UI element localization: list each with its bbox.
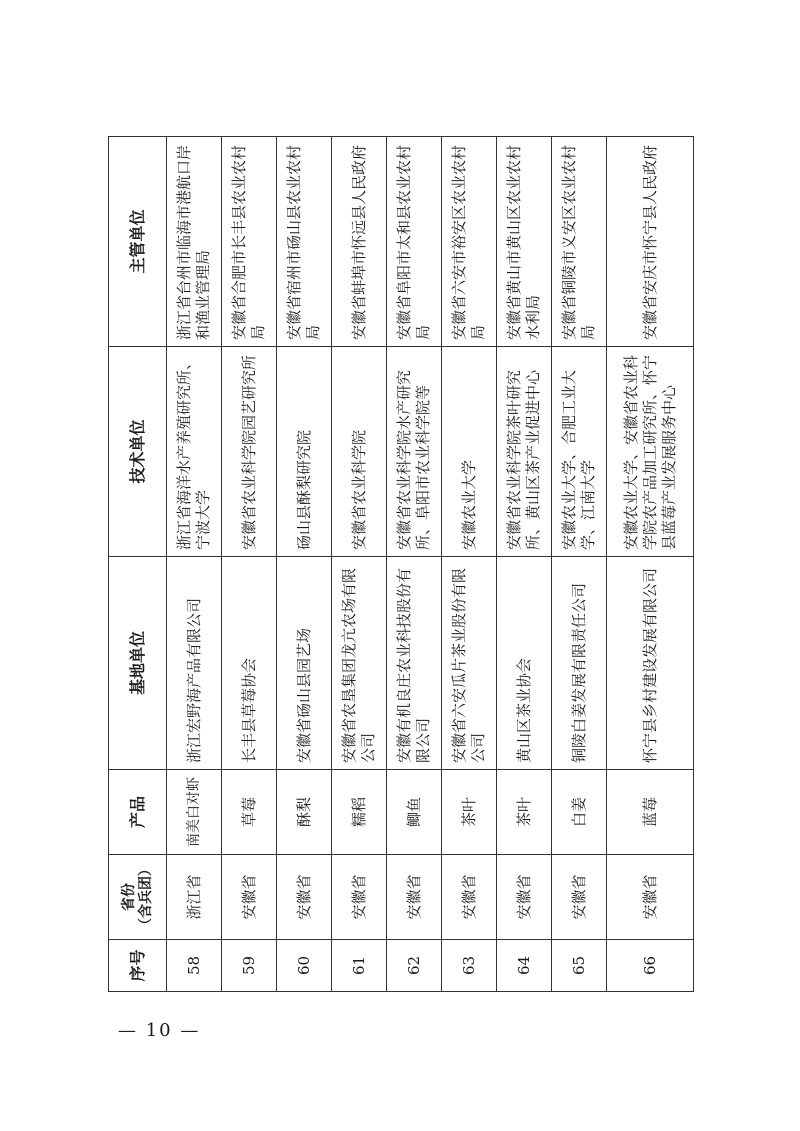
header-tech: 技术单位: [109, 347, 167, 557]
table-row: [607, 137, 694, 992]
cell-product: 草莓: [222, 770, 277, 855]
cell-product: 酥梨: [277, 770, 332, 855]
header-product: 产品: [109, 770, 167, 855]
cell-base: 安徽省农垦集团龙亢农场有限公司: [332, 557, 387, 770]
table-row: [277, 137, 332, 992]
cell-base: 铜陵白姜发展有限责任公司: [552, 557, 607, 770]
cell-seq: 58: [167, 940, 222, 992]
header-province: 省份 （含兵团）: [109, 855, 167, 940]
cell-base: 黄山区茶业协会: [497, 557, 552, 770]
cell-product: 白姜: [552, 770, 607, 855]
cell-province: 安徽省: [497, 855, 552, 940]
cell-gov: 安徽省合肥市长丰县农业农村局: [222, 137, 277, 347]
cell-seq: 65: [552, 940, 607, 992]
cell-gov: 安徽省安庆市怀宁县人民政府: [607, 137, 694, 347]
cell-product: 鲫鱼: [387, 770, 442, 855]
cell-province: 安徽省: [277, 855, 332, 940]
cell-seq: 61: [332, 940, 387, 992]
cell-product: 茶叶: [497, 770, 552, 855]
cell-gov: 安徽省阜阳市太和县农业农村局: [387, 137, 442, 347]
cell-base: 怀宁县乡村建设发展有限公司: [607, 557, 694, 770]
cell-province: 安徽省: [442, 855, 497, 940]
cell-base: 安徽有机良庄农业科技股份有限公司: [387, 557, 442, 770]
cell-province: 安徽省: [387, 855, 442, 940]
cell-province: 安徽省: [332, 855, 387, 940]
cell-base: 安徽省砀山县园艺场: [277, 557, 332, 770]
cell-province: 安徽省: [222, 855, 277, 940]
cell-product: 蓝莓: [607, 770, 694, 855]
cell-gov: 安徽省六安市裕安区农业农村局: [442, 137, 497, 347]
cell-tech: 安徽农业大学、安徽省农业科学院农产品加工研究所、怀宁县蓝莓产业发展服务中心: [607, 347, 694, 557]
table-header-row: [109, 137, 167, 992]
cell-tech: 安徽省农业科学院水产研究所、阜阳市农业科学院等: [387, 347, 442, 557]
cell-tech: 安徽省农业科学院茶叶研究所、黄山区茶产业促进中心: [497, 347, 552, 557]
header-gov: 主管单位: [109, 137, 167, 347]
header-base: 基地单位: [109, 557, 167, 770]
table-row: [167, 137, 222, 992]
cell-province: 浙江省: [167, 855, 222, 940]
cell-province: 安徽省: [607, 855, 694, 940]
cell-tech: 安徽省农业科学院: [332, 347, 387, 557]
cell-gov: 安徽省黄山市黄山区农业农村水利局: [497, 137, 552, 347]
rotated-table-wrapper: [108, 137, 693, 992]
cell-gov: 安徽省铜陵市义安区农业农村局: [552, 137, 607, 347]
table-row: [387, 137, 442, 992]
cell-tech: 安徽农业大学: [442, 347, 497, 557]
cell-tech: 安徽农业大学、合肥工业大学、江南大学: [552, 347, 607, 557]
cell-gov: 安徽省蚌埠市怀远县人民政府: [332, 137, 387, 347]
table-row: [332, 137, 387, 992]
table-row: [442, 137, 497, 992]
cell-seq: 63: [442, 940, 497, 992]
cell-product: 茶叶: [442, 770, 497, 855]
cell-seq: 66: [607, 940, 694, 992]
cell-tech: 安徽省农业科学院园艺研究所: [222, 347, 277, 557]
cell-seq: 64: [497, 940, 552, 992]
cell-tech: 浙江省海洋水产养殖研究所、宁波大学: [167, 347, 222, 557]
cell-seq: 60: [277, 940, 332, 992]
cell-product: 南美白对虾: [167, 770, 222, 855]
table-row: [552, 137, 607, 992]
cell-gov: 浙江省台州市临海市港航口岸和渔业管理局: [167, 137, 222, 347]
page-number: — 10 —: [118, 1020, 201, 1041]
cell-base: 安徽省六安瓜片茶业股份有限公司: [442, 557, 497, 770]
cell-base: 长丰县草莓协会: [222, 557, 277, 770]
header-seq: 序号: [109, 940, 167, 992]
table-row: [222, 137, 277, 992]
demonstration-base-table: [108, 136, 694, 992]
cell-seq: 59: [222, 940, 277, 992]
cell-product: 糯稻: [332, 770, 387, 855]
cell-gov: 安徽省宿州市砀山县农业农村局: [277, 137, 332, 347]
cell-tech: 砀山县酥梨研究院: [277, 347, 332, 557]
cell-province: 安徽省: [552, 855, 607, 940]
cell-seq: 62: [387, 940, 442, 992]
table-row: [497, 137, 552, 992]
cell-base: 浙江宏野海产品有限公司: [167, 557, 222, 770]
